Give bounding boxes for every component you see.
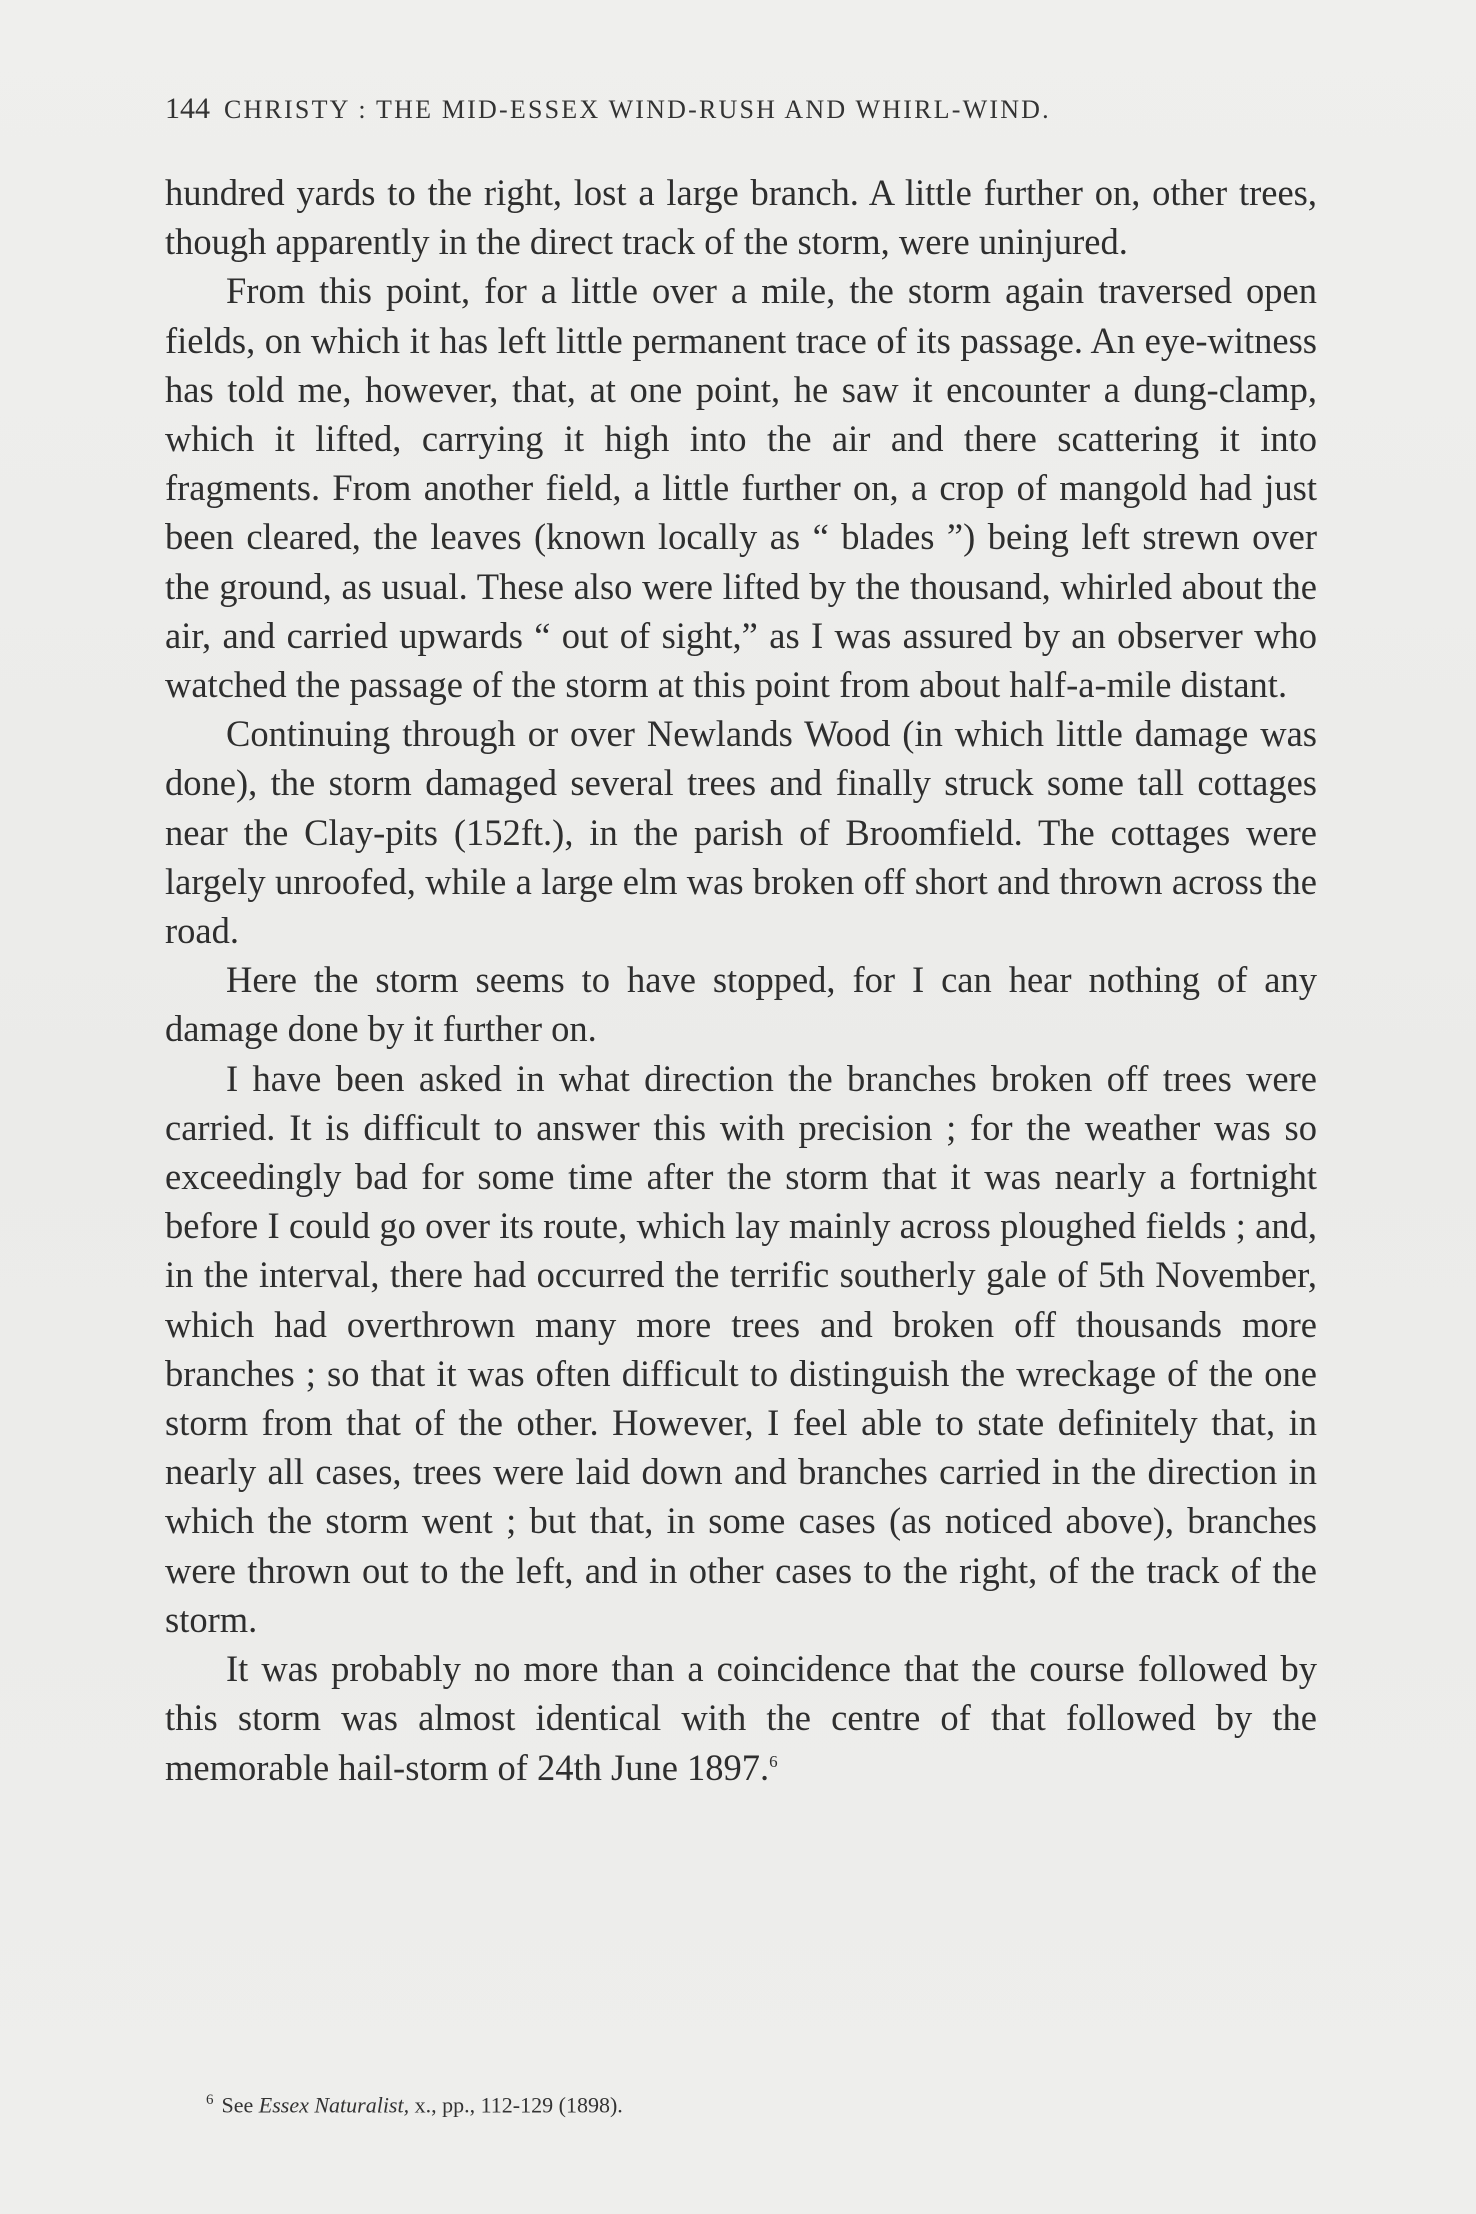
- footnote-suffix: x., pp., 112-129 (1898).: [409, 2092, 623, 2118]
- page-number: 144: [165, 92, 210, 125]
- running-title: CHRISTY : THE MID-ESSEX WIND-RUSH AND WHIRL-WIND.: [224, 95, 1051, 124]
- footnote-journal: Essex Naturalist,: [258, 2092, 410, 2118]
- body-text: [165, 168, 1317, 1792]
- footnote-marker: 6: [206, 2092, 214, 2108]
- paragraph: From this point, for a little over a mile, the storm again traversed open fields, on which it has left little permanent trace of its passage. An eye-witness has told me, however, that, at one point, he saw it encounter a dung-clamp, which it lifted, carrying it high into the air and there scattering it into fragments. From another field, a little further on, a crop of mangold had just been cleared, the leaves (known locally as “ blades ”) being left strewn over the ground, as usual. These also were lifted by the thousand, whirled about the air, and carried upwards “ out of sight,” as I was assured by an observer who watched the passage of the storm at this point from about half-a-mile distant.: [165, 270, 1317, 706]
- running-head: [165, 92, 1325, 126]
- paragraph: Here the storm seems to have stopped, for I can hear nothing of any damage done by it further on.: [165, 959, 1317, 1050]
- paragraph: hundred yards to the right, lost a large branch. A little further on, other trees, though apparently in the direct track of the storm, were uninjured.: [165, 172, 1317, 263]
- paragraph-last-text: It was probably no more than a coincidence that the course followed by this storm was almost identical with the centre of that followed by the memorable hail-storm of 24th June 1897.: [165, 1648, 1317, 1788]
- footnote-reference: 6: [769, 1751, 778, 1771]
- footnote: [206, 2092, 623, 2118]
- footnote-prefix: See: [221, 2092, 259, 2118]
- paragraph: Continuing through or over Newlands Wood (in which little damage was done), the storm damaged several trees and finally struck some tall cottages near the Clay-pits (152ft.), in the parish of Broomfield. The cottages were largely unroofed, while a large elm was broken off short and thrown across the road.: [165, 713, 1317, 952]
- paragraph: I have been asked in what direction the branches broken off trees were carried. It is difficult to answer this with precision ; for the weather was so exceedingly bad for some time after the storm that it was nearly a fortnight before I could go over its route, which lay mainly across ploughed fields ; and, in the interval, there had occurred the terrific southerly gale of 5th November, which had overthrown many more trees and broken off thousands more branches ; so that it was often difficult to distinguish the wreckage of the one storm from that of the other. However, I feel able to state definitely that, in nearly all cases, trees were laid down and branches carried in the direction in which the storm went ; but that, in some cases (as noticed above), branches were thrown out to the left, and in other cases to the right, of the track of the storm.: [165, 1057, 1317, 1640]
- paragraph-last: [165, 1644, 1317, 1792]
